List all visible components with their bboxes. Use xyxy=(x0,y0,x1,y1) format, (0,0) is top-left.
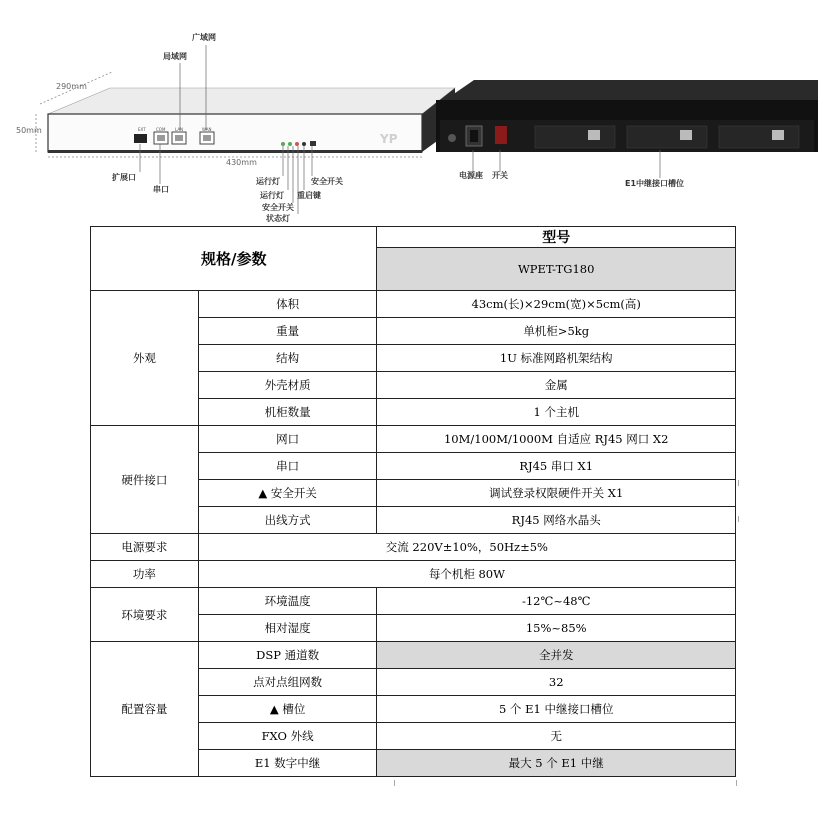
reset-key-label: 重启键 xyxy=(297,191,321,200)
serial-label: 串口 xyxy=(153,185,169,194)
run-light-label-2: 运行灯 xyxy=(260,191,284,200)
status-led xyxy=(295,142,299,146)
group-wattage: 功率 xyxy=(91,561,199,588)
device-illustration xyxy=(0,0,830,222)
lan-label: 局域网 xyxy=(163,52,187,61)
param-cell: 出线方式 xyxy=(198,507,377,534)
table-row xyxy=(91,561,736,588)
front-unit-face xyxy=(48,114,422,152)
power-switch xyxy=(495,126,507,144)
value-cell: 15%~85% xyxy=(377,615,736,642)
ground-screw xyxy=(448,134,456,142)
value-cell: 每个机柜 80W xyxy=(198,561,735,588)
front-unit-base xyxy=(48,150,422,153)
param-cell: ▲ 槽位 xyxy=(198,696,377,723)
table-header-row xyxy=(91,227,736,248)
value-cell: 单机柜>5kg xyxy=(377,318,736,345)
value-cell: 5 个 E1 中继接口槽位 xyxy=(377,696,736,723)
value-cell: 最大 5 个 E1 中继 xyxy=(377,750,736,777)
param-cell: 串口 xyxy=(198,453,377,480)
value-cell: 全并发 xyxy=(377,642,736,669)
value-cell: 交流 220V±10%，50Hz±5% xyxy=(198,534,735,561)
e1-slot-3 xyxy=(719,126,799,148)
expansion-port xyxy=(134,134,147,143)
group-capacity: 配置容量 xyxy=(91,642,199,777)
group-power: 电源要求 xyxy=(91,534,199,561)
width-dim: 430mm xyxy=(226,158,257,167)
e1-slot-1 xyxy=(535,126,615,148)
lan-port-text: LAN xyxy=(175,127,184,132)
param-cell: 体积 xyxy=(198,291,377,318)
param-cell: 相对湿度 xyxy=(198,615,377,642)
value-cell: 10M/100M/1000M 自适应 RJ45 网口 X2 xyxy=(377,426,736,453)
spec-table xyxy=(90,226,736,777)
value-cell: 1 个主机 xyxy=(377,399,736,426)
value-cell: 调试登录权限硬件开关 X1 xyxy=(377,480,736,507)
model-title: 型号 xyxy=(377,227,736,248)
table-row xyxy=(91,588,736,615)
depth-dim: 290mm xyxy=(56,82,87,91)
param-cell: ▲ 安全开关 xyxy=(198,480,377,507)
table-row xyxy=(91,426,736,453)
value-cell: -12℃~48℃ xyxy=(377,588,736,615)
table-row xyxy=(91,642,736,669)
group-environment: 环境要求 xyxy=(91,588,199,642)
model-name: WPET-TG180 xyxy=(377,248,736,291)
power-socket-label: 电源座 xyxy=(459,171,483,180)
table-row xyxy=(91,291,736,318)
margin-tick xyxy=(738,480,739,486)
param-cell: 外壳材质 xyxy=(198,372,377,399)
param-cell: DSP 通道数 xyxy=(198,642,377,669)
value-cell: 金属 xyxy=(377,372,736,399)
com-port-text: COM xyxy=(156,127,166,132)
group-hardware: 硬件接口 xyxy=(91,426,199,534)
margin-tick xyxy=(736,780,737,786)
device-figure xyxy=(0,0,830,222)
rear-unit-top xyxy=(445,80,818,100)
param-cell: E1 数字中继 xyxy=(198,750,377,777)
run-light-label-1: 运行灯 xyxy=(256,177,280,186)
margin-tick xyxy=(738,516,739,522)
safety-switch-label: 安全开关 xyxy=(311,177,343,186)
param-cell: 结构 xyxy=(198,345,377,372)
param-cell: 机柜数量 xyxy=(198,399,377,426)
param-cell: 网口 xyxy=(198,426,377,453)
ext-port-text: EXT xyxy=(138,127,146,132)
run-led-1 xyxy=(281,142,285,146)
wan-port-text: WAN xyxy=(202,127,212,132)
param-cell: 重量 xyxy=(198,318,377,345)
spec-header: 规格/参数 xyxy=(91,227,377,291)
switch-label: 开关 xyxy=(492,171,508,180)
e1-slots-label: E1中继接口槽位 xyxy=(625,179,685,188)
safety-switch-front-label: 安全开关 xyxy=(262,203,294,212)
value-cell: 32 xyxy=(377,669,736,696)
e1-slot-2 xyxy=(627,126,707,148)
status-light-label: 状态灯 xyxy=(266,214,290,223)
brand-logo: YP xyxy=(380,132,398,146)
group-appearance: 外观 xyxy=(91,291,199,426)
value-cell: 1U 标准网路机架结构 xyxy=(377,345,736,372)
table-row xyxy=(91,534,736,561)
value-cell: 43cm(长)×29cm(宽)×5cm(高) xyxy=(377,291,736,318)
value-cell: RJ45 串口 X1 xyxy=(377,453,736,480)
expansion-label: 扩展口 xyxy=(112,173,136,182)
run-led-2 xyxy=(288,142,292,146)
value-cell: 无 xyxy=(377,723,736,750)
value-cell: RJ45 网络水晶头 xyxy=(377,507,736,534)
wan-label: 广域网 xyxy=(192,33,216,42)
reset-button xyxy=(302,142,306,146)
param-cell: FXO 外线 xyxy=(198,723,377,750)
param-cell: 环境温度 xyxy=(198,588,377,615)
front-unit-top xyxy=(48,88,455,114)
margin-tick xyxy=(394,780,395,786)
height-dim: 50mm xyxy=(16,126,42,135)
param-cell: 点对点组网数 xyxy=(198,669,377,696)
safety-switch xyxy=(310,141,316,146)
